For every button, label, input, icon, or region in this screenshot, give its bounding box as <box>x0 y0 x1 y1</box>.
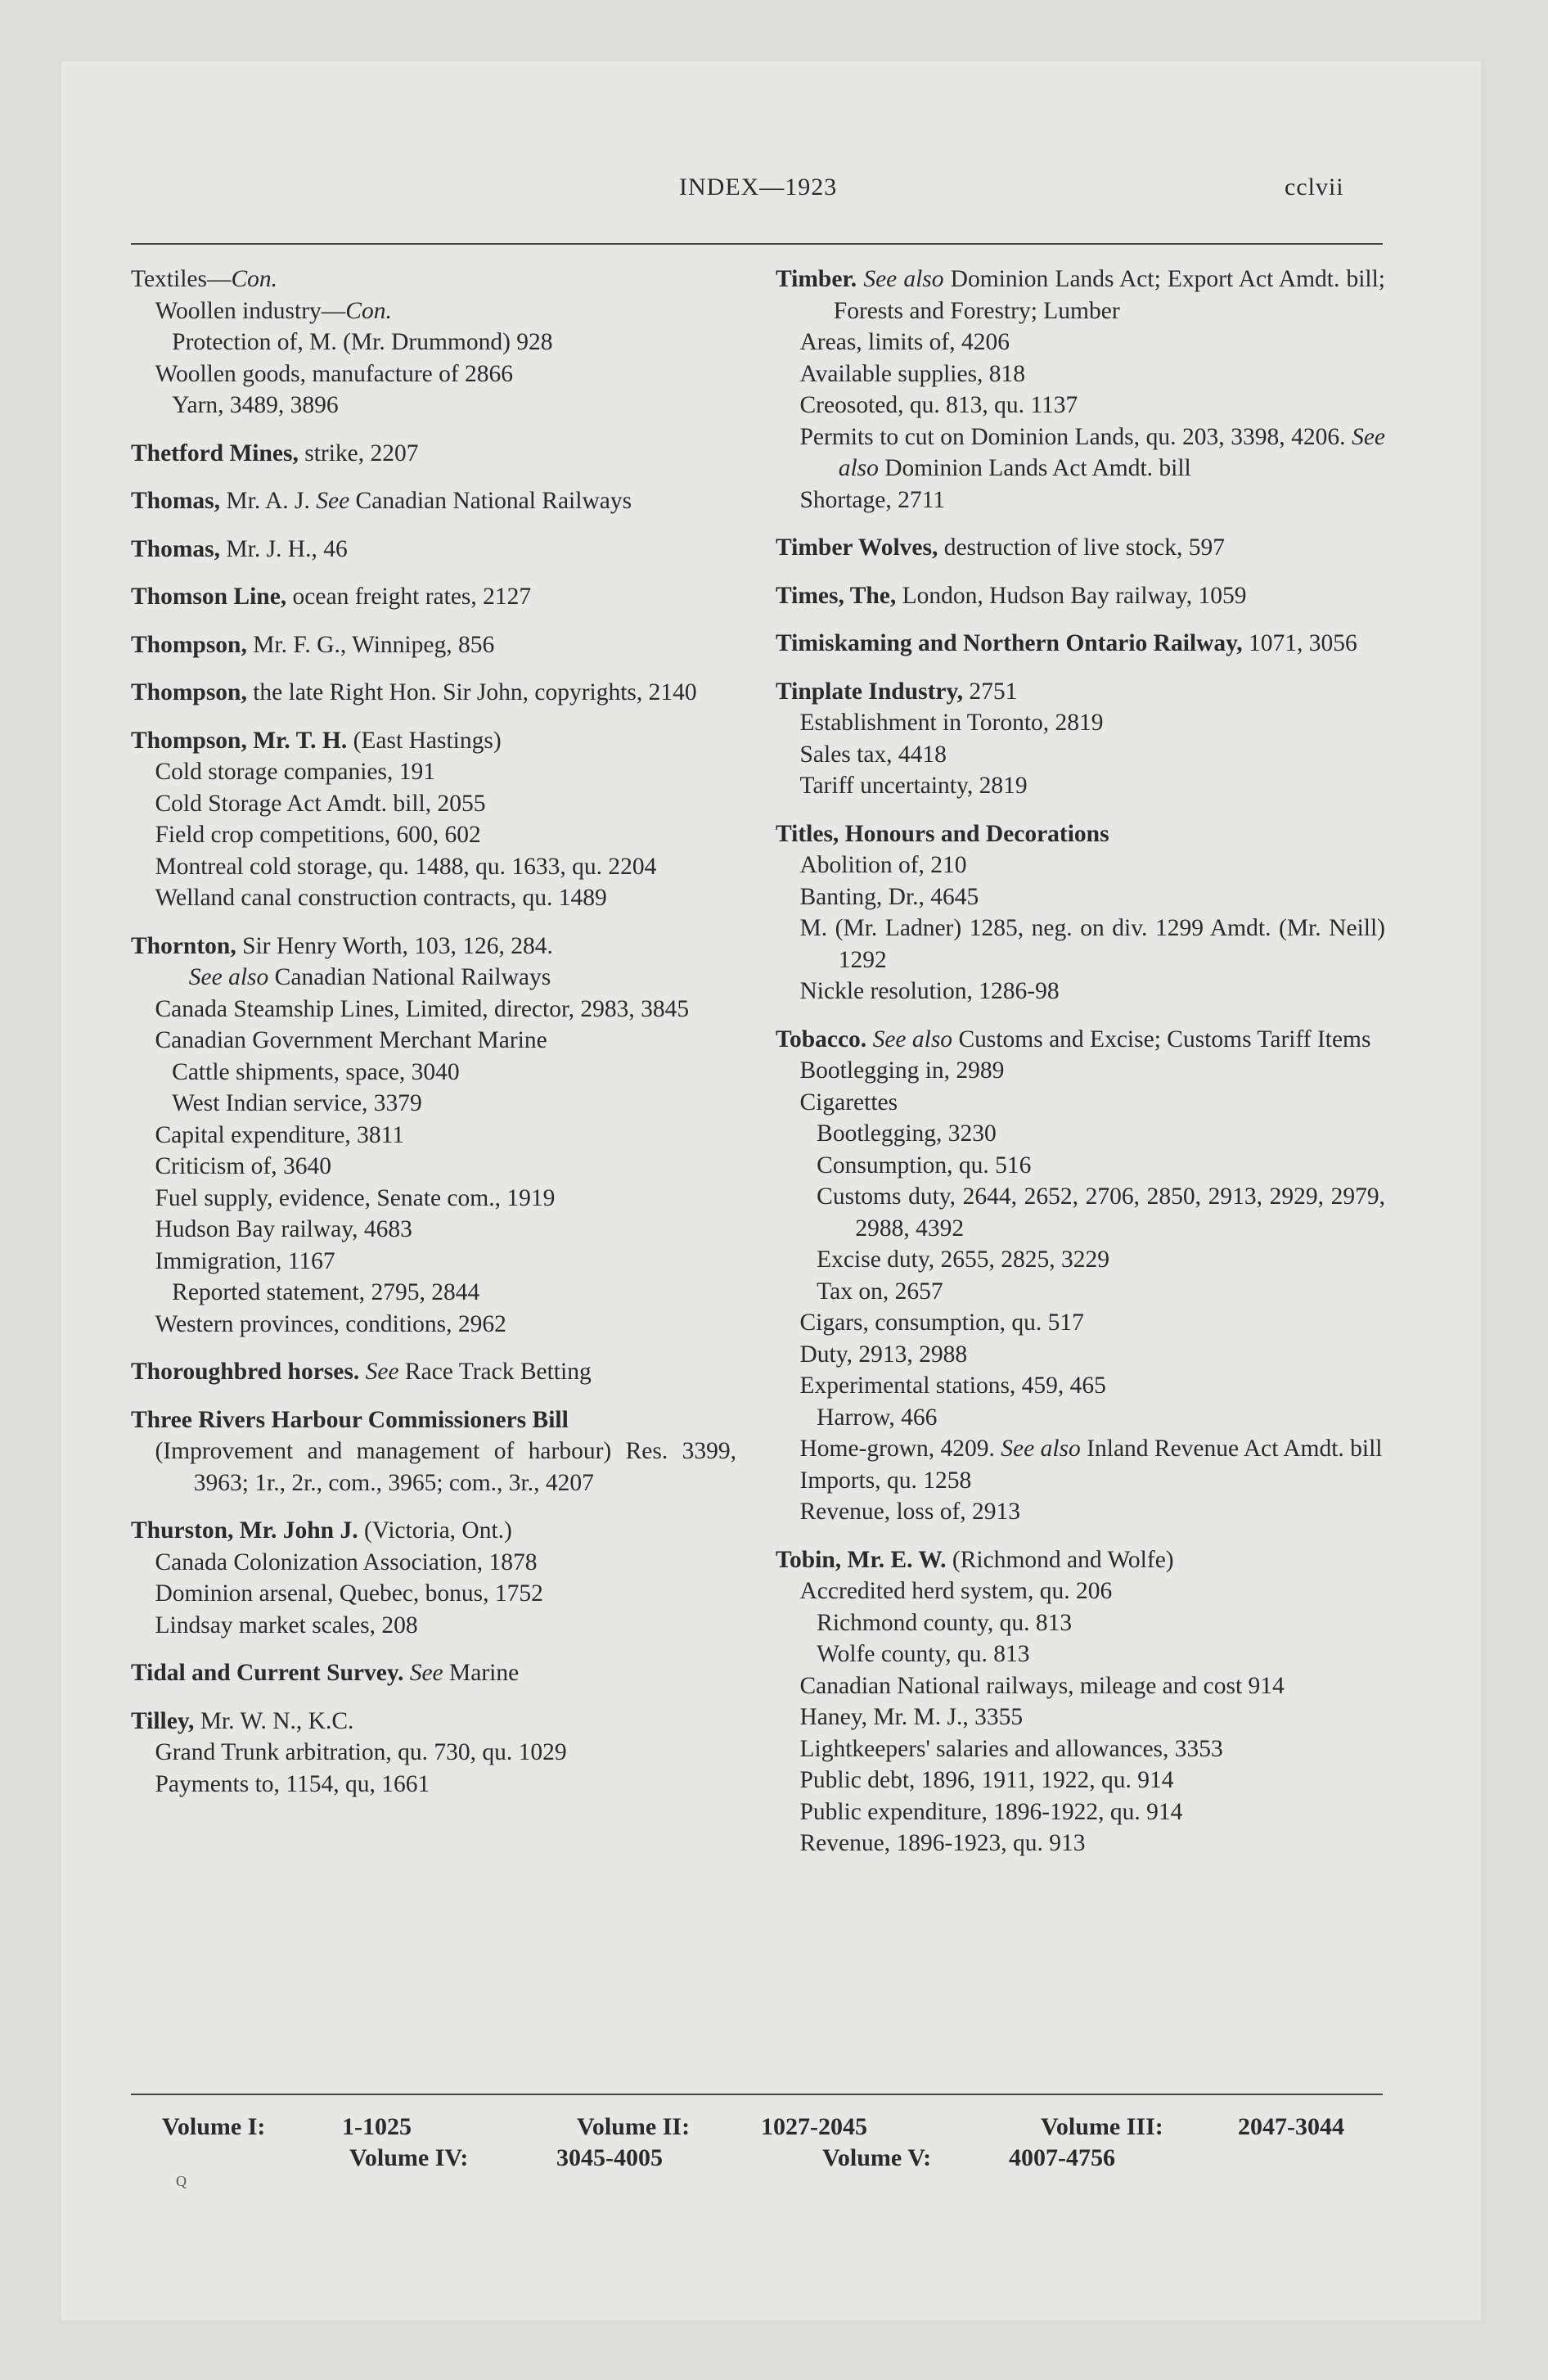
see-reference-text: See also <box>838 423 1385 481</box>
index-subentry <box>776 913 1385 976</box>
index-subentry <box>131 327 736 358</box>
entry-text: Sir Henry Worth, 103, 126, 284. <box>236 932 553 959</box>
entry-text: Home-grown, 4209. <box>799 1436 1001 1462</box>
entry-text: Grand Trunk arbitration, qu. 730, qu. 1029 <box>155 1739 567 1765</box>
heading-text: Thompson, <box>131 679 247 705</box>
index-entry <box>131 1356 736 1388</box>
heading-text: Thomson Line, <box>131 584 287 610</box>
entry-text: Customs and Excise; Customs Tariff Items <box>952 1025 1371 1053</box>
index-subentry <box>776 1402 1385 1434</box>
entry-text: Montreal cold storage, qu. 1488, qu. 1633, qu. 2204 <box>155 853 657 880</box>
index-entry <box>776 580 1385 612</box>
index-subentry <box>776 1828 1385 1859</box>
see-reference-text: See <box>365 1359 399 1385</box>
heading-text: Times, The, <box>776 582 897 609</box>
index-heading <box>776 532 1385 564</box>
entry-text <box>403 1660 409 1686</box>
index-subentry <box>131 1214 736 1246</box>
index-subentry <box>131 295 736 327</box>
entry-text: Accredited herd system, qu. 206 <box>799 1578 1113 1604</box>
index-subentry <box>776 739 1385 771</box>
index-subentry <box>776 1055 1385 1087</box>
index-entry <box>776 628 1385 660</box>
entry-text: Bootlegging, 3230 <box>817 1120 997 1147</box>
index-subentry <box>131 1309 736 1341</box>
entry-text: Experimental stations, 459, 465 <box>799 1373 1106 1399</box>
index-entry <box>131 725 736 914</box>
index-heading <box>776 580 1385 612</box>
entry-text: destruction of live stock, 597 <box>938 534 1226 561</box>
volume-3-range: 2047-3044 <box>1238 2113 1344 2140</box>
index-entry <box>776 264 1385 516</box>
entry-text: Imports, qu. 1258 <box>799 1467 972 1494</box>
index-heading <box>776 264 1385 327</box>
volume-5-label: Volume V: <box>822 2144 932 2171</box>
index-subentry <box>131 1436 736 1499</box>
index-entry <box>131 485 736 517</box>
entry-text: M. (Mr. Ladner) 1285, neg. on div. 1299 Amdt. (Mr. Neill) 1292 <box>799 915 1385 973</box>
index-heading <box>131 534 736 566</box>
volume-2-label: Volume II: <box>577 2113 691 2140</box>
index-heading <box>131 581 736 613</box>
index-subentry <box>131 1120 736 1152</box>
page-number: cclvii <box>1285 174 1344 201</box>
index-entry <box>131 1404 736 1499</box>
index-heading <box>131 931 736 962</box>
heading-text: Tobacco. <box>776 1025 867 1053</box>
entry-text: 1071, 3056 <box>1242 630 1357 656</box>
index-entry <box>776 1544 1385 1859</box>
see-reference-text: Con. <box>345 297 392 324</box>
index-subentry <box>131 1151 736 1183</box>
entry-text: Welland canal construction contracts, qu. 1489 <box>155 885 607 911</box>
entry-text: Dominion arsenal, Quebec, bonus, 1752 <box>155 1580 543 1607</box>
index-subentry <box>776 327 1385 358</box>
index-entry <box>131 677 736 709</box>
heading-text: Thompson, Mr. T. H. <box>131 727 348 754</box>
heading-text: Three Rivers Harbour Commissioners Bill <box>131 1406 569 1433</box>
index-subentry <box>776 1118 1385 1150</box>
heading-text: Titles, Honours and Decorations <box>776 820 1109 847</box>
volume-1-range: 1-1025 <box>342 2113 412 2140</box>
heading-text: Thomas, <box>131 535 221 562</box>
entry-text: Textiles— <box>131 266 232 292</box>
entry-text: Race Track Betting <box>398 1359 592 1385</box>
heading-text: Tobin, Mr. E. W. <box>776 1546 947 1573</box>
entry-text: Woollen industry— <box>155 297 346 324</box>
index-subentry <box>776 1276 1385 1308</box>
index-subentry <box>131 1025 736 1057</box>
see-reference-text: Con. <box>231 266 278 292</box>
entry-text: Tariff uncertainty, 2819 <box>799 773 1028 799</box>
entry-text: Tax on, 2657 <box>817 1278 943 1305</box>
entry-text <box>359 1359 365 1385</box>
entry-text: Customs duty, 2644, 2652, 2706, 2850, 2913, 2929, 2979, 2988, 4392 <box>817 1183 1385 1242</box>
entry-text: Public expenditure, 1896-1922, qu. 914 <box>799 1798 1183 1825</box>
entry-text: Cold Storage Act Amdt. bill, 2055 <box>155 790 486 817</box>
index-subentry <box>776 1733 1385 1765</box>
entry-text: Field crop competitions, 600, 602 <box>155 822 481 848</box>
index-subentry <box>131 1277 736 1309</box>
entry-text: 2751 <box>963 678 1018 705</box>
heading-text: Timber. <box>776 266 857 292</box>
entry-text: strike, 2207 <box>298 439 419 467</box>
index-heading <box>776 628 1385 660</box>
entry-text: Mr. A. J. <box>220 488 317 514</box>
index-subentry <box>131 994 736 1025</box>
index-subentry <box>131 1183 736 1215</box>
entry-text: Cold storage companies, 191 <box>155 759 435 785</box>
index-subentry <box>131 1769 736 1801</box>
entry-text: Dominion Lands Act Amdt. bill <box>878 455 1191 481</box>
volume-3-label: Volume III: <box>1041 2113 1163 2140</box>
index-heading <box>776 818 1385 850</box>
index-entry <box>131 534 736 566</box>
index-subentry <box>776 1639 1385 1670</box>
entry-text: Fuel supply, evidence, Senate com., 1919 <box>155 1184 556 1211</box>
index-heading <box>776 1544 1385 1576</box>
entry-text: Payments to, 1154, qu, 1661 <box>155 1770 430 1797</box>
entry-text: Woollen goods, manufacture of 2866 <box>155 360 514 387</box>
index-subentry <box>131 1547 736 1579</box>
entry-text: Hudson Bay railway, 4683 <box>155 1216 412 1242</box>
index-entry <box>131 264 736 421</box>
entry-text: Consumption, qu. 516 <box>817 1152 1032 1179</box>
index-entry <box>776 532 1385 564</box>
index-column-left <box>131 264 736 1816</box>
index-subentry <box>131 1088 736 1120</box>
entry-text: Canadian National railways, mileage and cost 914 <box>799 1672 1285 1699</box>
index-subentry <box>131 358 736 390</box>
entry-text: Areas, limits of, 4206 <box>799 329 1010 355</box>
heading-text: Thurston, Mr. John J. <box>131 1517 358 1544</box>
index-subentry <box>776 1670 1385 1702</box>
see-reference-text: See also <box>188 964 269 990</box>
index-subentry <box>776 707 1385 739</box>
entry-text: (Improvement and management of harbour) Res. 3399, 3963; 1r., 2r., com., 3965; com., 3r., 4207 <box>155 1438 736 1496</box>
entry-text: Inland Revenue Act Amdt. bill <box>1080 1436 1383 1462</box>
entry-text: Yarn, 3489, 3896 <box>172 392 339 418</box>
index-heading <box>131 629 736 661</box>
entry-text: Protection of, M. (Mr. Drummond) 928 <box>172 329 553 355</box>
index-subentry <box>776 1087 1385 1119</box>
entry-text: (Victoria, Ont.) <box>358 1517 512 1544</box>
index-subentry <box>776 1702 1385 1733</box>
index-entry <box>776 1024 1385 1528</box>
index-subentry <box>131 1578 736 1610</box>
index-heading <box>131 485 736 517</box>
index-subentry <box>776 1307 1385 1339</box>
entry-text: Bootlegging in, 2989 <box>799 1057 1005 1084</box>
index-column-right <box>776 264 1385 1876</box>
index-subentry <box>776 1607 1385 1639</box>
index-entry <box>776 818 1385 1007</box>
entry-text: Sales tax, 4418 <box>799 741 947 768</box>
heading-text: Timber Wolves, <box>776 534 938 561</box>
entry-text: Canada Steamship Lines, Limited, director, 2983, 3845 <box>155 995 690 1022</box>
heading-text: Thornton, <box>131 932 236 959</box>
index-subentry <box>776 1575 1385 1607</box>
index-subentry <box>131 1057 736 1089</box>
entry-text: Excise duty, 2655, 2825, 3229 <box>817 1246 1109 1273</box>
entry-text: Immigration, 1167 <box>155 1247 335 1274</box>
entry-text: Marine <box>443 1660 520 1686</box>
index-subentry <box>131 962 736 994</box>
entry-text: Richmond county, qu. 813 <box>817 1609 1073 1636</box>
volume-1-label: Volume I: <box>162 2113 266 2140</box>
heading-text: Thetford Mines, <box>131 439 299 467</box>
index-subentry <box>131 1246 736 1278</box>
entry-text: Criticism of, 3640 <box>155 1153 332 1179</box>
index-subentry <box>131 756 736 788</box>
volume-2-range: 1027-2045 <box>761 2113 867 2140</box>
entry-text: Western provinces, conditions, 2962 <box>155 1310 506 1337</box>
header-rule <box>131 243 1383 245</box>
entry-text: Abolition of, 210 <box>799 852 967 878</box>
entry-text: Reported statement, 2795, 2844 <box>172 1279 480 1305</box>
heading-text: Timiskaming and Northern Ontario Railway, <box>776 630 1243 656</box>
index-subentry <box>131 1610 736 1642</box>
see-reference-text: See <box>316 488 350 514</box>
see-reference-text: See <box>409 1660 443 1686</box>
index-subentry <box>131 851 736 883</box>
entry-text: Duty, 2913, 2988 <box>799 1341 968 1368</box>
index-heading <box>776 676 1385 708</box>
index-subentry <box>776 421 1385 485</box>
volume-4-label: Volume IV: <box>349 2144 469 2171</box>
index-subentry <box>131 788 736 820</box>
index-entry <box>131 581 736 613</box>
index-subentry <box>131 882 736 914</box>
index-heading <box>131 1657 736 1689</box>
index-subentry <box>776 358 1385 390</box>
index-entry <box>131 1706 736 1801</box>
index-heading <box>131 677 736 709</box>
index-entry <box>131 629 736 661</box>
entry-text: Lindsay market scales, 208 <box>155 1611 418 1639</box>
index-entry <box>131 1657 736 1689</box>
index-heading <box>131 264 736 295</box>
signature-mark: Q <box>176 2173 187 2189</box>
entry-text: West Indian service, 3379 <box>172 1090 422 1116</box>
entry-text: Cigarettes <box>799 1089 898 1116</box>
entry-text: (Richmond and Wolfe) <box>946 1546 1174 1573</box>
see-reference-text: See also <box>1001 1436 1081 1462</box>
index-entry <box>131 931 736 1341</box>
index-subentry <box>776 1150 1385 1182</box>
entry-text: Harrow, 466 <box>817 1404 938 1431</box>
index-subentry <box>776 390 1385 421</box>
index-entry <box>776 676 1385 802</box>
volume-5-range: 4007-4756 <box>1009 2144 1115 2171</box>
index-subentry <box>776 770 1385 802</box>
entry-text: Mr. F. G., Winnipeg, 856 <box>246 631 495 658</box>
entry-text: Public debt, 1896, 1911, 1922, qu. 914 <box>799 1767 1174 1793</box>
entry-text: Mr. J. H., 46 <box>220 535 348 562</box>
entry-text: Canadian National Railways <box>349 488 632 514</box>
entry-text: Revenue, loss of, 2913 <box>799 1499 1021 1525</box>
heading-text: Thoroughbred horses. <box>131 1359 360 1385</box>
entry-text: Capital expenditure, 3811 <box>155 1121 404 1148</box>
index-subentry <box>776 485 1385 516</box>
index-subentry <box>776 1765 1385 1796</box>
entry-text: (East Hastings) <box>347 727 502 754</box>
entry-text: Cigars, consumption, qu. 517 <box>799 1309 1084 1336</box>
index-subentry <box>776 850 1385 881</box>
entry-text: Haney, Mr. M. J., 3355 <box>799 1704 1024 1730</box>
entry-text: Creosoted, qu. 813, qu. 1137 <box>799 392 1078 418</box>
heading-text: Tilley, <box>131 1707 195 1734</box>
footer-rule <box>131 2094 1383 2095</box>
entry-text: Permits to cut on Dominion Lands, qu. 203, 3398, 4206. <box>799 423 1352 450</box>
entry-text: Canada Colonization Association, 1878 <box>155 1548 538 1575</box>
entry-text: Wolfe county, qu. 813 <box>817 1641 1030 1667</box>
index-heading <box>131 1515 736 1547</box>
see-reference-text: See also <box>872 1025 953 1053</box>
index-entry <box>131 1515 736 1641</box>
entry-text: Shortage, 2711 <box>799 486 946 513</box>
index-heading <box>131 725 736 757</box>
entry-text <box>866 1026 872 1053</box>
entry-text: Mr. W. N., K.C. <box>194 1707 354 1734</box>
heading-text: Thomas, <box>131 488 221 514</box>
entry-text: Canadian National Railways <box>268 964 551 990</box>
entry-text: Revenue, 1896-1923, qu. 913 <box>799 1830 1086 1856</box>
index-heading <box>776 1024 1385 1056</box>
index-heading <box>131 1404 736 1436</box>
index-entry <box>131 438 736 470</box>
index-subentry <box>776 1496 1385 1528</box>
entry-text: Dominion Lands Act; Export Act Amdt. bill; Forests and Forestry; Lumber <box>833 266 1385 324</box>
index-subentry <box>776 1339 1385 1371</box>
entry-text: Lightkeepers' salaries and allowances, 3353 <box>799 1735 1223 1762</box>
index-subentry <box>131 1737 736 1769</box>
volume-4-range: 3045-4005 <box>556 2144 663 2171</box>
index-subentry <box>131 390 736 421</box>
index-heading <box>131 1706 736 1738</box>
entry-text: Cattle shipments, space, 3040 <box>172 1058 460 1085</box>
index-subentry <box>776 1244 1385 1276</box>
page-header-title: INDEX—1923 <box>679 174 838 201</box>
index-subentry <box>776 1796 1385 1828</box>
index-heading <box>131 1356 736 1388</box>
see-reference-text: See also <box>863 266 944 292</box>
index-subentry <box>776 1370 1385 1402</box>
heading-text: Tinplate Industry, <box>776 678 963 705</box>
index-subentry <box>776 881 1385 913</box>
entry-text: Nickle resolution, 1286-98 <box>799 978 1060 1004</box>
entry-text: London, Hudson Bay railway, 1059 <box>896 582 1247 609</box>
index-subentry <box>776 976 1385 1007</box>
entry-text: ocean freight rates, 2127 <box>286 584 532 610</box>
entry-text: Establishment in Toronto, 2819 <box>799 710 1104 736</box>
index-subentry <box>776 1433 1385 1465</box>
entry-text: Canadian Government Merchant Marine <box>155 1027 547 1053</box>
heading-text: Tidal and Current Survey. <box>131 1660 404 1686</box>
index-heading <box>131 438 736 470</box>
entry-text: Available supplies, 818 <box>799 360 1026 387</box>
index-subentry <box>131 819 736 851</box>
index-subentry <box>776 1181 1385 1244</box>
entry-text: the late Right Hon. Sir John, copyrights, 2140 <box>246 679 697 705</box>
heading-text: Thompson, <box>131 631 247 658</box>
entry-text: Banting, Dr., 4645 <box>799 883 979 910</box>
index-subentry <box>776 1465 1385 1497</box>
